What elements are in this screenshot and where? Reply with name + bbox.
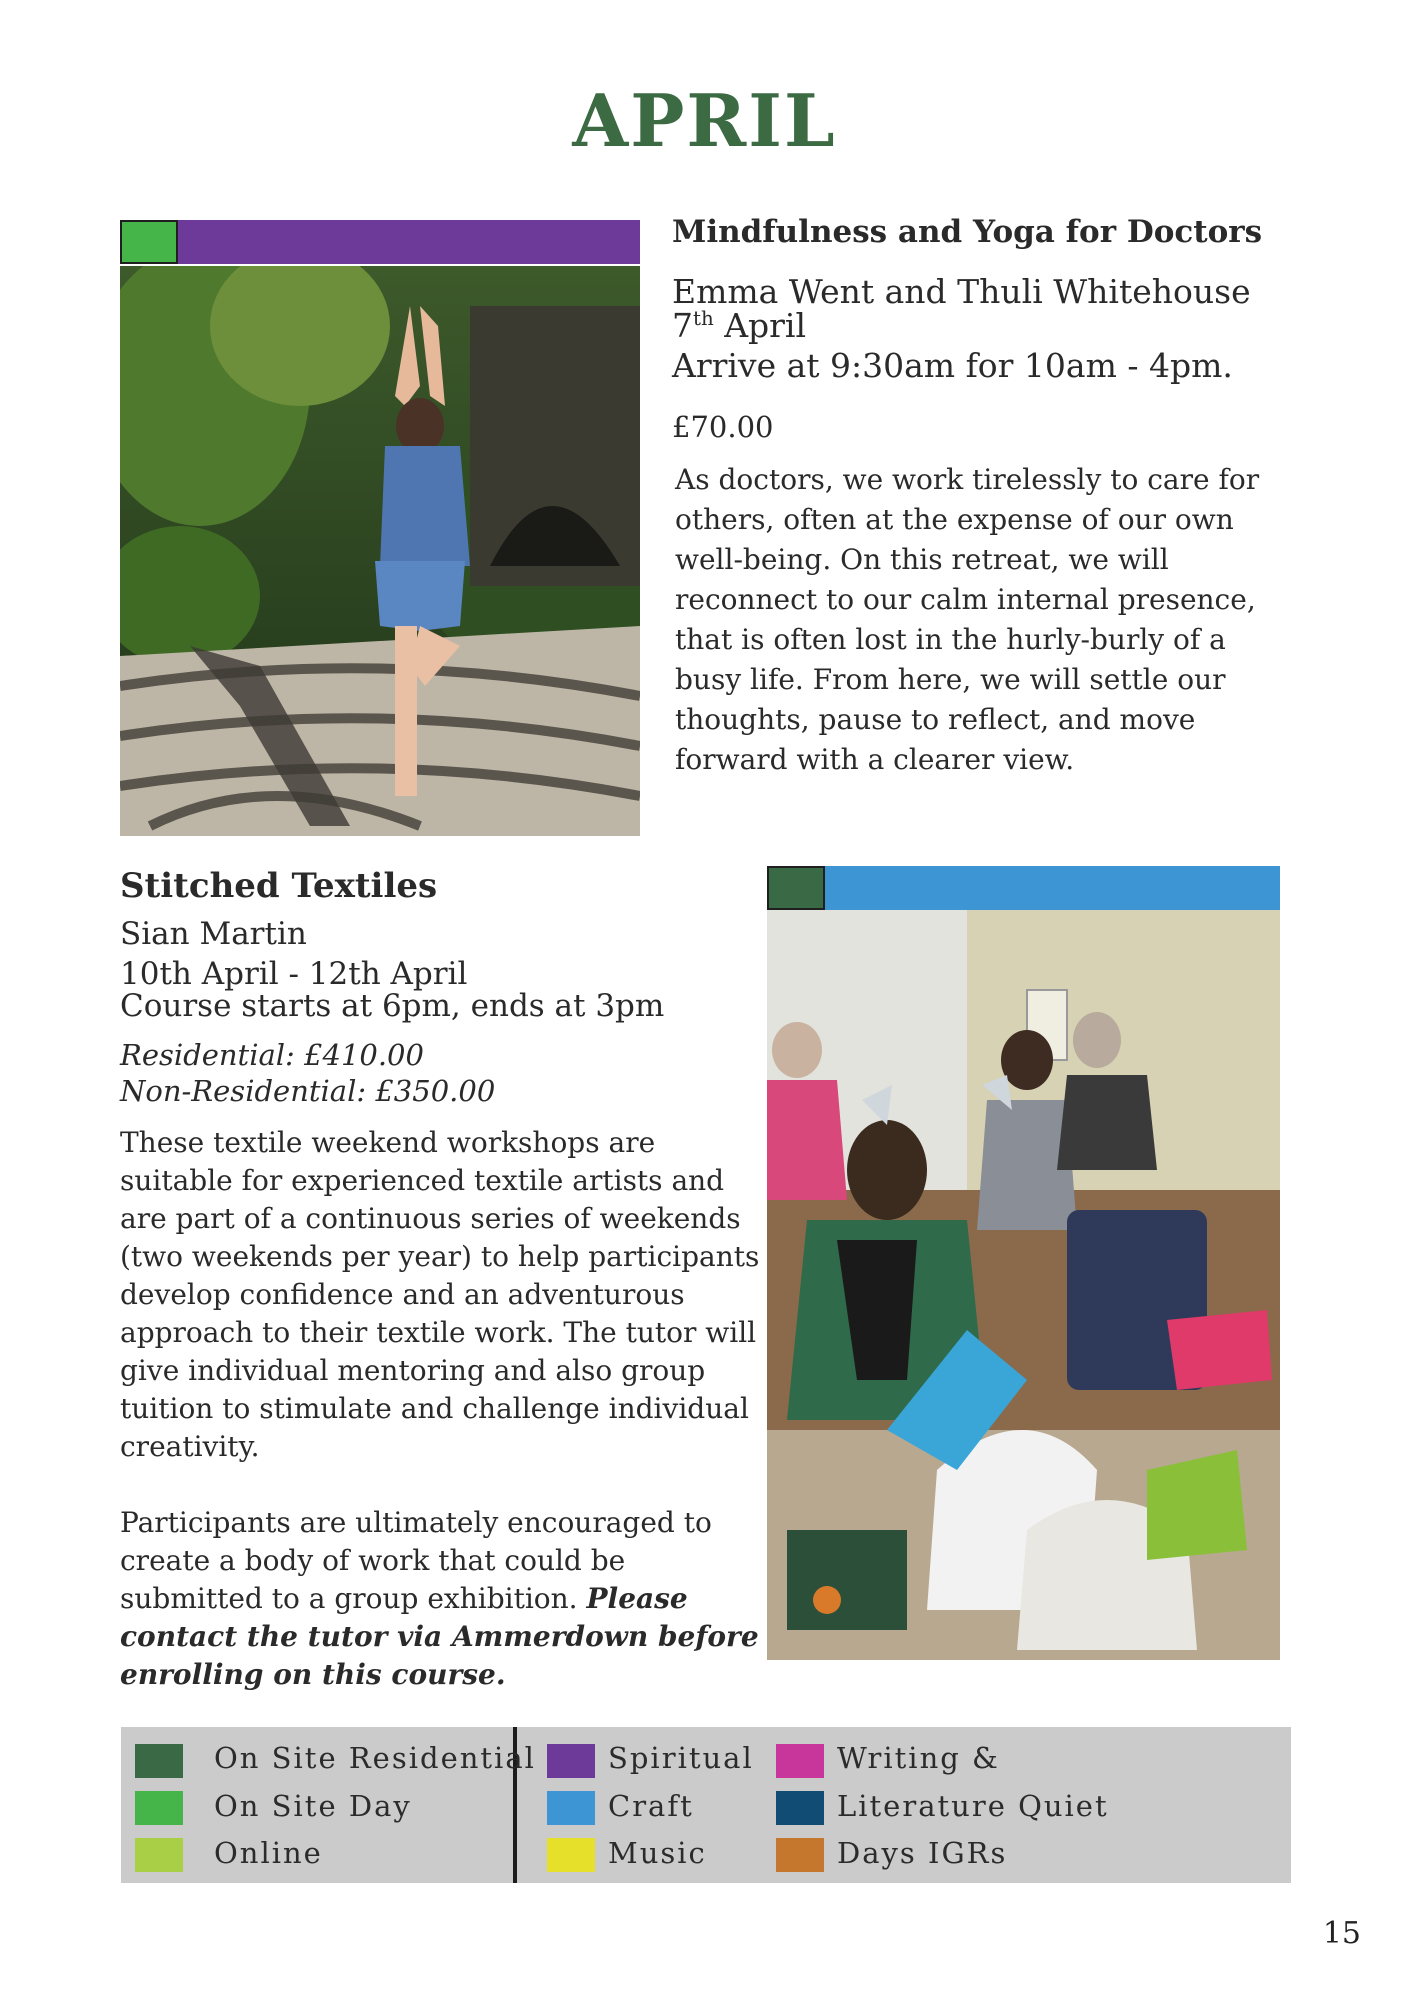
category-bar-spiritual — [178, 220, 640, 264]
legend-swatch-igrs — [776, 1838, 824, 1872]
legend-swatch-craft — [547, 1791, 595, 1825]
course-tutor: Sian Martin — [120, 916, 307, 952]
course-date-suffix: th — [693, 307, 714, 330]
course-title-stitched-textiles: Stitched Textiles — [120, 866, 438, 906]
price-residential: Residential: £410.00 — [120, 1038, 424, 1072]
legend-swatch-on-site-day — [135, 1791, 183, 1825]
legend-swatch-on-site-residential — [135, 1744, 183, 1778]
legend-label-music: Music — [608, 1836, 707, 1870]
legend-label-writing: Writing & — [837, 1741, 1000, 1775]
course-times: Arrive at 9:30am for 10am - 4pm. — [672, 346, 1233, 385]
course-title-mindfulness: Mindfulness and Yoga for Doctors — [672, 214, 1263, 250]
yoga-photo — [120, 266, 640, 836]
course-times: Course starts at 6pm, ends at 3pm — [120, 988, 665, 1024]
legend-swatch-online — [135, 1838, 183, 1872]
legend-label-on-site-day: On Site Day — [214, 1789, 412, 1823]
course-date-day: 7 — [672, 306, 693, 345]
legend-swatch-writing — [776, 1744, 824, 1778]
course-description: As doctors, we work tirelessly to care for others, often at the expense of our own well-being. On this retreat, we will reconnect to our calm internal presence, that is often lost in the hurly-burly of a busy life. From here, we will settle our thoughts, pause to reflect, and move forward with a clearer view. — [675, 463, 1260, 776]
legend-label-online: Online — [214, 1836, 323, 1870]
category-square-on-site-residential — [767, 866, 825, 910]
page-number: 15 — [1322, 1916, 1361, 1951]
course-tutors: Emma Went and Thuli Whitehouse — [672, 272, 1251, 311]
course-dates: 10th April - 12th April — [120, 956, 468, 992]
legend-label-on-site-residential: On Site Residential — [214, 1741, 536, 1775]
course-price: £70.00 — [672, 410, 774, 444]
course-description-2 — [120, 1504, 760, 1694]
legend-label-days-igrs: Days IGRs — [837, 1836, 1008, 1870]
category-legend — [121, 1727, 1291, 1883]
legend-swatch-music — [547, 1838, 595, 1872]
price-non-residential: Non-Residential: £350.00 — [120, 1074, 496, 1108]
textiles-workshop-photo — [767, 910, 1280, 1660]
course-description: These textile weekend workshops are suitable for experienced textile artists and are part of a continuous series of weekends (two weekends per year) to help participants develop confidence and an adventurous approach to their textile work. The tutor will give individual mentoring and also group tuition to stimulate and challenge individual creativity. — [120, 1126, 760, 1463]
category-square-on-site-day — [120, 220, 178, 264]
legend-swatch-quiet-days — [776, 1791, 824, 1825]
course-date-month: April — [713, 306, 807, 345]
legend-swatch-spiritual — [547, 1744, 595, 1778]
legend-label-spiritual: Spiritual — [608, 1741, 754, 1775]
legend-label-literature-quiet: Literature Quiet — [837, 1789, 1109, 1823]
course-description-2-text: Participants are ultimately encouraged to create a body of work that could be submitted to a group exhibition. — [120, 1506, 712, 1615]
page-title: APRIL — [572, 78, 837, 163]
course-contact-note: Please contact the tutor via Ammerdown before enrolling on this course. — [120, 1582, 759, 1691]
category-bar-craft — [825, 866, 1280, 910]
course-date — [672, 306, 806, 345]
legend-label-craft: Craft — [608, 1789, 694, 1823]
